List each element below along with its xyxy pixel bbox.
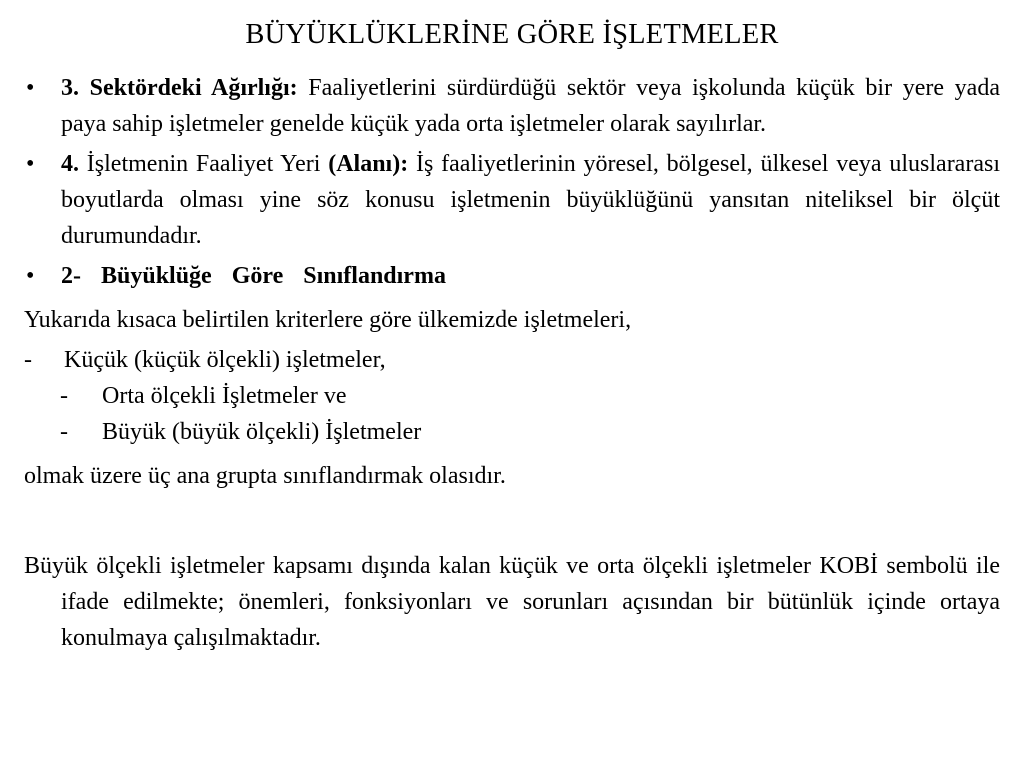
bullet-number: 4. <box>61 151 79 177</box>
dash-icon: - <box>24 347 32 373</box>
section-heading: 2- Büyüklüğe Göre Sınıflandırma <box>61 263 446 289</box>
category-item-small <box>24 342 1000 378</box>
bullet-icon: • <box>26 75 35 101</box>
bullet-text-a: İşletmenin Faaliyet Yeri <box>79 151 329 177</box>
bullet-icon: • <box>26 263 35 289</box>
dash-icon: - <box>60 383 68 409</box>
bullet-item-size-classification <box>24 258 1000 294</box>
category-label: Büyük (büyük ölçekli) İşletmeler <box>102 419 422 445</box>
final-paragraph: Büyük ölçekli işletmeler kapsamı dışında kalan küçük ve orta ölçekli işletmeler KOBİ sembolü ile ifade edilmekte; önemleri, fonksiyonları ve sorunları açısından bir bütünlük içinde ortaya konulmaya çalışılmaktadır. <box>24 553 1000 651</box>
bullet-text-b: İş faaliyetlerinin yöresel, bölgesel, ülkesel veya uluslararası boyutlarda olması yine söz konusu işletmenin büyüklüğünü yansıtan niteliksel bir ölçüt durumundadır. <box>61 151 1000 249</box>
category-item-medium <box>24 378 1000 414</box>
bullet-item-sector-weight <box>24 70 1000 142</box>
conclusion-text: olmak üzere üç ana grupta sınıflandırmak olasıdır. <box>24 463 506 489</box>
bullet-icon: • <box>26 151 35 177</box>
slide-content <box>24 70 1000 656</box>
category-label: Küçük (küçük ölçekli) işletmeler, <box>64 347 386 373</box>
category-label: Orta ölçekli İşletmeler ve <box>102 383 347 409</box>
slide-title: BÜYÜKLÜKLERİNE GÖRE İŞLETMELER <box>245 19 779 50</box>
bullet-text: Faaliyetlerini sürdürdüğü sektör veya işkolunda küçük bir yere yada paya sahip işletmeler genelde küçük yada orta işletmeler olarak sayılırlar. <box>61 75 1000 137</box>
bullet-label: (Alanı): <box>328 151 409 177</box>
bullet-label: Sektördeki Ağırlığı: <box>89 75 298 101</box>
category-item-large <box>24 414 1000 450</box>
bullet-item-activity-area <box>24 146 1000 254</box>
intro-text: Yukarıda kısaca belirtilen kriterlere göre ülkemizde işletmeleri, <box>24 307 632 333</box>
bullet-number: 3. <box>61 75 79 101</box>
dash-icon: - <box>60 419 68 445</box>
